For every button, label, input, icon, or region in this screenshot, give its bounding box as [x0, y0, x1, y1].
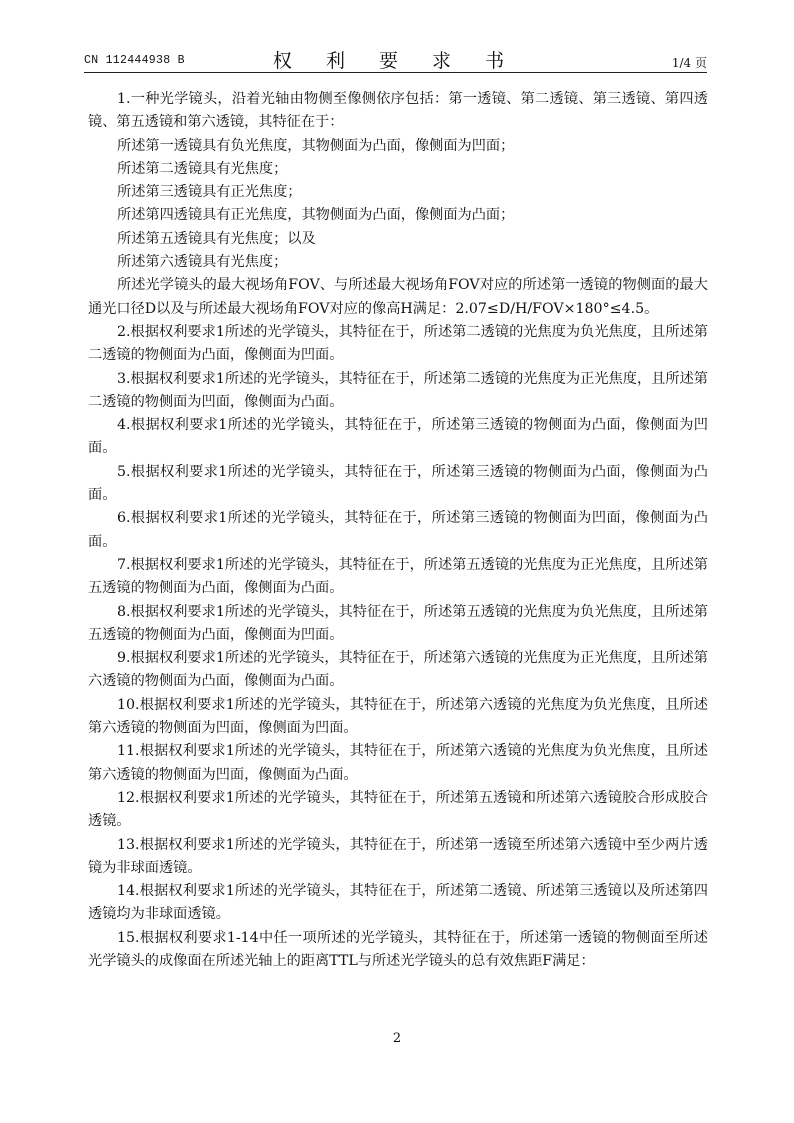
claim-6: 6.根据权利要求1所述的光学镜头，其特征在于，所述第三透镜的物侧面为凹面，像侧面为凸面。	[88, 510, 708, 550]
claim-1-lens-5: 所述第五透镜具有光焦度；以及	[117, 230, 316, 247]
header-rule	[84, 72, 707, 73]
claim-1-condition: 所述光学镜头的最大视场角FOV、与所述最大视场角FOV对应的所述第一透镜的物侧面的最大通光口径D以及与所述最大视场角FOV对应的像高H满足：2.07≤D/H/FOV×180°≤4.5。	[88, 277, 708, 317]
claim-1-preamble: 1.一种光学镜头，沿着光轴由物侧至像侧依序包括：第一透镜、第二透镜、第三透镜、第四透镜、第五透镜和第六透镜，其特征在于：	[88, 91, 708, 131]
claim-9: 9.根据权利要求1所述的光学镜头，其特征在于，所述第六透镜的光焦度为正光焦度，且所述第六透镜的物侧面为凸面，像侧面为凸面。	[88, 650, 708, 690]
publication-number: CN 112444938 B	[84, 54, 185, 67]
claim-1-lens-3: 所述第三透镜具有正光焦度；	[117, 184, 302, 201]
page-number: 2	[392, 1031, 402, 1046]
claim-5: 5.根据权利要求1所述的光学镜头，其特征在于，所述第三透镜的物侧面为凸面，像侧面为凸面。	[88, 463, 708, 504]
claim-13: 13.根据权利要求1所述的光学镜头，其特征在于，所述第一透镜至所述第六透镜中至少两片透镜为非球面透镜。	[88, 836, 708, 876]
claim-2: 2.根据权利要求1所述的光学镜头，其特征在于，所述第二透镜的光焦度为负光焦度，且所述第二透镜的物侧面为凸面，像侧面为凹面。	[88, 323, 708, 364]
document-title: 权 利 要 求 书	[272, 50, 519, 72]
claim-8: 8.根据权利要求1所述的光学镜头，其特征在于，所述第五透镜的光焦度为负光焦度，且所述第五透镜的物侧面为凸面，像侧面为凹面。	[88, 603, 708, 643]
page-indicator: 1/4 页	[671, 56, 707, 70]
claim-15: 15.根据权利要求1-14中任一项所述的光学镜头，其特征在于，所述第一透镜的物侧面至所述光学镜头的成像面在所述光轴上的距离TTL与所述光学镜头的总有效焦距F满足：	[88, 929, 708, 969]
claim-7: 7.根据权利要求1所述的光学镜头，其特征在于，所述第五透镜的光焦度为正光焦度，且所述第五透镜的物侧面为凸面，像侧面为凸面。	[88, 556, 708, 597]
claims-body	[88, 88, 708, 973]
claim-4: 4.根据权利要求1所述的光学镜头，其特征在于，所述第三透镜的物侧面为凸面，像侧面为凹面。	[88, 417, 708, 457]
claim-12: 12.根据权利要求1所述的光学镜头，其特征在于，所述第五透镜和所述第六透镜胶合形成胶合透镜。	[88, 789, 708, 830]
claim-11: 11.根据权利要求1所述的光学镜头，其特征在于，所述第六透镜的光焦度为负光焦度，且所述第六透镜的物侧面为凹面，像侧面为凸面。	[88, 743, 708, 783]
claim-14: 14.根据权利要求1所述的光学镜头，其特征在于，所述第二透镜、所述第三透镜以及所述第四透镜均为非球面透镜。	[88, 883, 708, 923]
claim-1-lens-1: 所述第一透镜具有负光焦度，其物侧面为凸面，像侧面为凹面；	[117, 137, 515, 154]
claim-1-lens-2: 所述第二透镜具有光焦度；	[117, 160, 288, 177]
claim-10: 10.根据权利要求1所述的光学镜头，其特征在于，所述第六透镜的光焦度为负光焦度，且所述第六透镜的物侧面为凹面，像侧面为凹面。	[88, 696, 708, 737]
page-header	[84, 46, 707, 70]
claim-3: 3.根据权利要求1所述的光学镜头，其特征在于，所述第二透镜的光焦度为正光焦度，且所述第二透镜的物侧面为凹面，像侧面为凸面。	[88, 370, 708, 410]
claim-1-lens-6: 所述第六透镜具有光焦度；	[117, 254, 288, 271]
claim-1-lens-4: 所述第四透镜具有正光焦度，其物侧面为凸面，像侧面为凸面；	[117, 207, 515, 224]
